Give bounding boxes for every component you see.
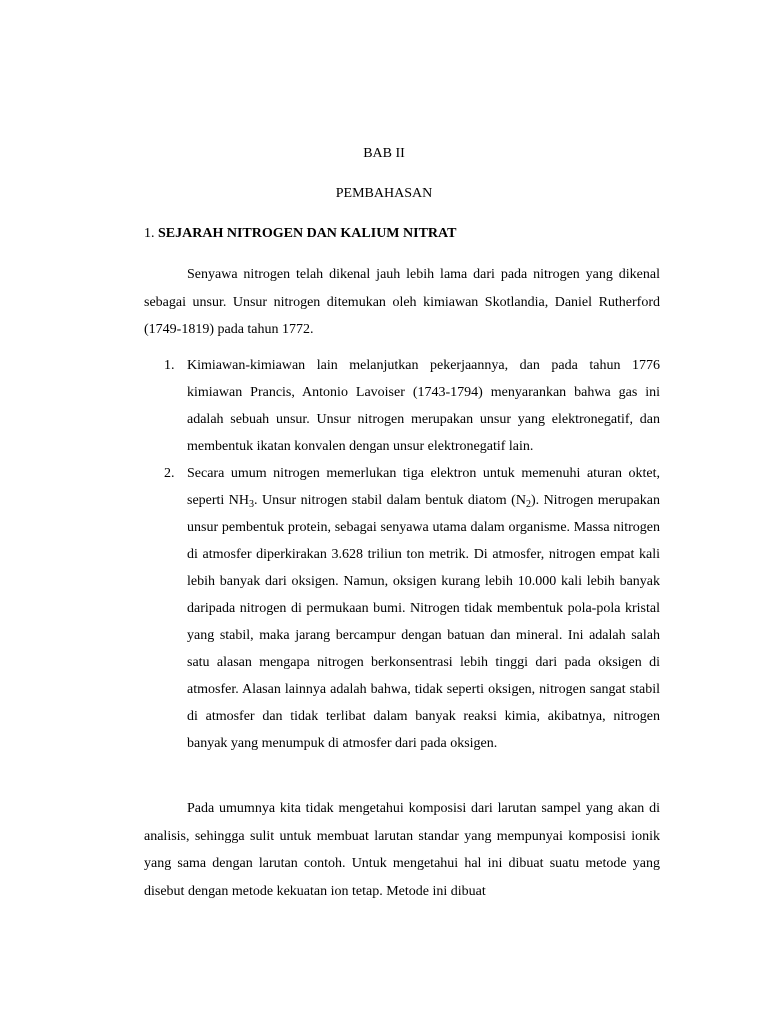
list-item-number: 1. xyxy=(164,358,175,373)
list-item xyxy=(144,460,660,757)
list-item-text: Kimiawan-kimiawan lain melanjutkan pekerjaannya, dan pada tahun 1776 kimiawan Prancis, Antonio Lavoiser (1743-1794) menyarankan bahwa gas ini adalah sebuah unsur. Unsur nitrogen merupakan unsur yang elektronegatif, dan membentuk ikatan konvalen dengan unsur elektronegatif lain. xyxy=(187,358,660,454)
numbered-list xyxy=(144,352,660,757)
paragraph-method-text: Pada umumnya kita tidak mengetahui komposisi dari larutan sampel yang akan di analisis, sehingga sulit untuk membuat larutan standar yang mempunyai komposisi ionik yang sama dengan larutan contoh. Untuk mengetahui hal ini dibuat suatu metode yang disebut dengan metode kekuatan ion tetap. Metode ini dibuat xyxy=(144,801,660,899)
section-number: 1. xyxy=(144,226,155,241)
subscript-2: 2 xyxy=(525,499,531,510)
paragraph-intro xyxy=(144,261,660,344)
list-item-text-b: . Unsur nitrogen stabil dalam bentuk diatom (N xyxy=(254,493,526,508)
section-title: SEJARAH NITROGEN DAN KALIUM NITRAT xyxy=(158,226,457,241)
paragraph-method xyxy=(144,795,660,905)
chapter-subtitle: PEMBAHASAN xyxy=(335,186,433,201)
subscript-3: 3 xyxy=(249,499,255,510)
list-item-text-c: ). Nitrogen merupakan unsur pembentuk protein, sebagai senyawa utama dalam organisme. Massa nitrogen di atmosfer diperkirakan 3.628 triliun ton metrik. Di atmosfer, nitrogen empat kali lebih banyak dari oksigen. Namun, oksigen kurang lebih 10.000 kali lebih banyak daripada nitrogen di permukaan bumi. Nitrogen tidak membentuk pola-pola kristal yang stabil, maka jarang bercampur dengan batuan dan mineral. Ini adalah salah satu alasan mengapa nitrogen berkonsentrasi lebih tinggi dari pada oksigen di atmosfer. Alasan lainnya adalah bahwa, tidak seperti oksigen, nitrogen sangat stabil di atmosfer dan tidak terlibat dalam banyak reaksi kimia, akibatnya, nitrogen banyak yang menumpuk di atmosfer dari pada oksigen. xyxy=(187,493,660,751)
chapter-title: BAB II xyxy=(363,146,405,161)
list-item-number: 2. xyxy=(164,466,175,481)
list-item xyxy=(144,352,660,460)
list-item-text-a: Secara umum nitrogen memerlukan tiga elektron untuk memenuhi aturan oktet, seperti NH xyxy=(187,466,660,508)
paragraph-intro-text: Senyawa nitrogen telah dikenal jauh lebih lama dari pada nitrogen yang dikenal sebagai unsur. Unsur nitrogen ditemukan oleh kimiawan Skotlandia, Daniel Rutherford (1749-1819) pada tahun 1772. xyxy=(144,267,660,337)
section-heading xyxy=(144,226,456,242)
